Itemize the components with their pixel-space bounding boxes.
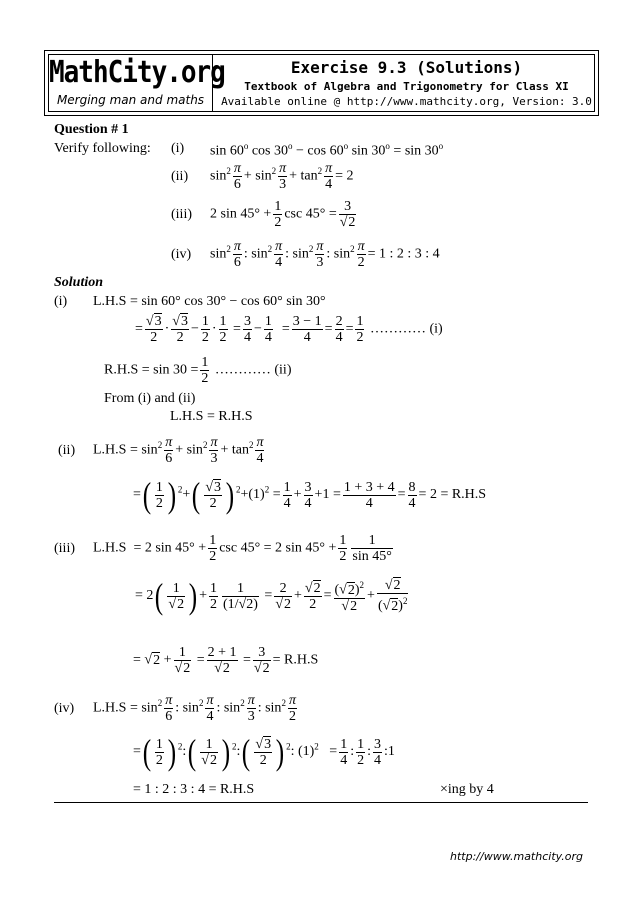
sol-i-rhs: R.H.S = sin 30 = $\frac{1}{2}$ ………… (ii) — [104, 355, 292, 386]
ii-eq-rhs: = 2 = R.H.S — [418, 487, 487, 503]
textbook-subtitle: Textbook of Algebra and Trigonometry for Class XI — [244, 80, 569, 93]
sol-label-iv: (iv) — [54, 701, 75, 716]
sol-iv-final: = 1 : 2 : 3 : 4 = R.H.S — [133, 782, 255, 797]
question-heading: Question # 1 — [54, 122, 129, 137]
sol-iv-line2: =( $\frac{1}{2}$ ) $^2$:( $\frac{1}{√2}$ ) $^2$:( $\frac{√3}{2}$ ) $^2$: $(1)^2$ = $\frac{1}{4}$ : $\frac{1}{2}$ : $\frac{3}{4}$ :1 — [133, 732, 395, 772]
header-inner-border — [48, 54, 595, 112]
header-box — [44, 50, 599, 116]
sol-label-ii: (ii) — [58, 443, 76, 458]
equation-i: sin 60$^o$ $\cos 30^o - \cos 60^o$ $\sin 30^o = \sin 30^o$ — [210, 141, 444, 159]
equation-ii: $\sin^2$ $\frac{\pi}{6}$ + $\sin^2$ $\frac{\pi}{3}$ + $\tan^2$ $\frac{\pi}{4}$ = 2 — [210, 161, 354, 192]
logo-cell — [49, 55, 225, 111]
part-label-ii: (ii) — [171, 169, 189, 184]
sol-ii-line1: $L.H.S = \sin^2$ $\frac{\pi}{6}$ + $\sin^2$ $\frac{\pi}{3}$ + $\tan^2$ $\frac{\pi}{4}$ — [93, 435, 264, 466]
rhs-label: R.H.S = — [104, 362, 150, 378]
exercise-title: Exercise 9.3 (Solutions) — [290, 58, 523, 77]
tagline: Merging man and maths — [56, 93, 205, 107]
dots-i: ………… (i) — [369, 321, 443, 337]
lhs-label: L.H.S = — [93, 294, 138, 309]
sol-i-line2: = $\frac{√3}{2}$ · $\frac{√3}{2}$ − $\frac{1}{2}$ · $\frac{1}{2}$ = $\frac{3}{4}$ − $\frac{1}{4}$ = $\frac{3 - 1}{4}$ = $\frac{2}{4}$ = $\frac{1}{2}$ ………… (i) — [135, 314, 443, 345]
solution-heading: Solution — [54, 275, 104, 290]
sol-iii-line3: = √2 + $\frac{1}{√2}$ = $\frac{2 + 1}{√2}$ = $\frac{3}{√2}$ = R.H.S — [133, 645, 319, 676]
sol-iv-line1: $L.H.S = \sin^2$ $\frac{\pi}{6}$ : $\sin^2$ $\frac{\pi}{4}$ : $\sin^2$ $\frac{\pi}{3}$ : $\sin^2$ $\frac{\pi}{2}$ — [93, 693, 296, 724]
dots-ii: ………… (ii) — [214, 362, 292, 378]
footer-url: http://www.mathcity.org — [450, 850, 584, 863]
multiplying-note: ×ing by 4 — [440, 782, 494, 797]
sol-ii-line2: =( $\frac{1}{2}$ ) $^2$+( $\frac{√3}{2}$ ) $^2+(1)^2$ = $\frac{1}{4}$ + $\frac{3}{4}$ +1 = $\frac{1 + 3 + 4}{4}$ = $\frac{8}{4}$ = 2 = R.H.S — [133, 475, 487, 515]
ratio-1234: = 1 : 2 : 3 : 4 — [367, 246, 440, 262]
verify-label: Verify following: — [54, 141, 151, 156]
from-i-ii: From (i) and (ii) — [104, 391, 196, 406]
part-label-iv: (iv) — [171, 247, 192, 262]
sol-iii-line2: = 2( $\frac{1}{√2}$ ) + $\frac{1}{2}$ $\frac{1}{(1/√2)}$ = $\frac{2}{√2}$ + $\frac{√2}{2}$ = $\frac{(√2)^2}{√2}$ + $\frac{√2}{(√2)^2}$ — [135, 576, 408, 616]
sol-label-i: (i) — [54, 294, 68, 309]
part-label-i: (i) — [171, 141, 185, 156]
availability-line: Available online @ http://www.mathcity.org, Version: 3.0 — [221, 95, 592, 108]
lhs-equals-rhs: L.H.S = R.H.S — [170, 409, 253, 424]
sol-iii-line1: L.H.S = 2 sin 45° + $\frac{1}{2}$ csc 45° = 2 sin 45° + $\frac{1}{2}$ $\frac{1}{\sin 45^\circ}$ — [93, 533, 392, 564]
sol-label-iii: (iii) — [54, 541, 75, 556]
part-label-iii: (iii) — [171, 207, 192, 222]
sol-i-line1: L.H.S = sin 60° cos 30° − cos 60° sin 30° — [93, 294, 326, 309]
equation-iv: $\sin^2$ $\frac{\pi}{6}$ : $\sin^2$ $\frac{\pi}{4}$ : $\sin^2$ $\frac{\pi}{3}$ : $\sin^2$ $\frac{\pi}{2}$ = 1 : 2 : 3 : 4 — [210, 239, 440, 270]
iii-rhs: = R.H.S — [272, 652, 319, 668]
mathcity-logo: MathCity.org — [49, 55, 225, 91]
equation-iii: 2 sin 45° + $\frac{1}{2}$ csc 45° = $\frac{3}{√2}$ — [210, 199, 356, 230]
bottom-rule — [54, 802, 588, 803]
